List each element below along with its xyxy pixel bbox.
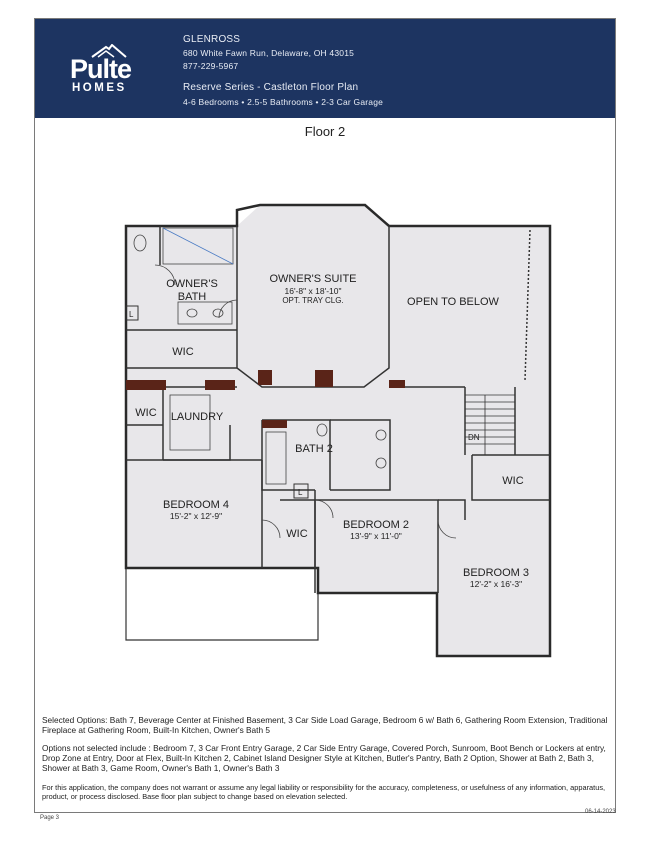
linen-label-2: L [298,488,303,497]
owners-bath-label-2: BATH [177,291,207,303]
phone: 877-229-5967 [183,61,239,71]
plan-name: Reserve Series - Castleton Floor Plan [183,82,359,93]
bedroom2-dims: 13'-9" x 11'-0" [350,531,402,541]
bedroom2-label: BEDROOM 2 [342,519,410,531]
stairs-dn-label: DN [468,433,480,442]
bedroom4-label: BEDROOM 4 [162,499,230,511]
laundry-label: LAUNDRY [170,411,224,423]
bath2-label: BATH 2 [295,443,333,455]
plan-specs: 4-6 Bedrooms • 2.5-5 Bathrooms • 2-3 Car Garage [183,97,384,107]
owners-wic-label: WIC [172,346,194,358]
community-name: GLENROSS [183,34,241,45]
floor-title: Floor 2 [304,124,346,139]
owners-suite-note: OPT. TRAY CLG. [282,296,344,305]
linen-label-1: L [129,310,134,319]
garage-outline [126,568,318,640]
wic-bed2-label: WIC [286,528,308,540]
bedroom3-dims: 12'-2" x 16'-3" [469,579,523,589]
brand-sub: HOMES [72,82,127,94]
owners-bath-label-1: OWNER'S [166,278,218,290]
wic-bed3-label: WIC [502,475,524,487]
bedroom3-label: BEDROOM 3 [462,567,530,579]
disclaimer: For this application, the company does not warrant or assume any legal liability or responsibility for the accuracy, completeness, or usefulness of any information, apparatus, product, or process disclosed. Base floor plan subject to change based on elevation selected. [42,783,606,801]
page-number: Page 3 [40,815,60,821]
open-to-below-label: OPEN TO BELOW [407,296,499,308]
footer-date: 06-14-2023 [585,809,616,815]
brand-name: Pulte [70,54,132,84]
wic-left-label: WIC [135,407,157,419]
bedroom4-dims: 15'-2" x 12'-9" [169,511,223,521]
selected-options: Selected Options: Bath 7, Beverage Center at Finished Basement, 3 Car Side Load Garage, Bedroom 6 w/ Bath 6, Gathering Room Extension, Traditional Fireplace at Gathering Room, Built-In Kitchen, Owner's Bath 5 [42,715,608,736]
owners-suite-dims: 16'-8" x 18'-10" [284,286,342,296]
address: 680 White Fawn Run, Delaware, OH 43015 [183,48,355,58]
not-selected-options: Options not selected include : Bedroom 7, 3 Car Front Entry Garage, 2 Car Side Entry Garage, Covered Porch, Sunroom, Boot Bench or Lockers at entry, Drop Zone at Entry, Door at Flex, Built-In Kitchen 2, Cabinet Island Designer Style at Kitchen, Butler's Pantry, Bath 2 Option, Shower at Bath 2, Bath 3, Shower at Bath 3, Game Room, Owner's Bath 1, Owner's Bath 3 [42,743,606,774]
owners-suite-label: OWNER'S SUITE [269,273,357,285]
